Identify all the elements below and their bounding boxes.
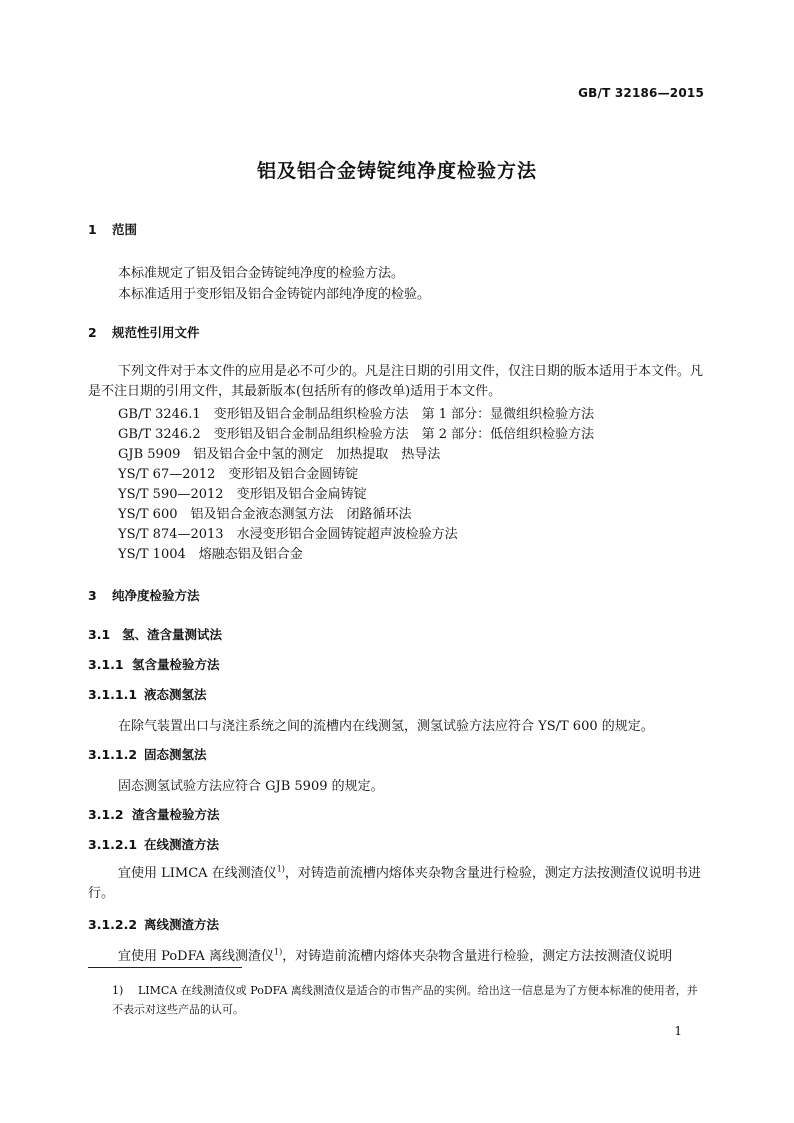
section-number: 3.1.2.1 [88,837,138,852]
reference-item: YS/T 600 铝及铝合金液态测氢方法 闭路循环法 [118,507,412,522]
scope-paragraph-2: 本标准适用于变形铝及铝合金铸锭内部纯净度的检验。 [118,287,431,302]
section-1-heading [88,220,137,238]
section-title: 氢含量检验方法 [132,657,220,672]
section-3-1-1-2-heading [88,745,207,763]
section-title: 范围 [112,222,138,237]
reference-item: YS/T 1004 熔融态铝及铝合金 [118,547,303,562]
section-number: 3.1.2 [88,807,124,822]
section-title: 纯净度检验方法 [112,588,200,603]
offline-slag-text-part-1: 宜使用 PoDFA 离线测渣仪 [118,949,275,964]
section-title: 液态测氢法 [144,687,207,702]
section-title: 在线测渣方法 [144,837,220,852]
reference-item: GB/T 3246.1 变形铝及铝合金制品组织检验方法 第 1 部分：显微组织检验方法 [118,407,595,422]
reference-item: GJB 5909 铝及铝合金中氢的测定 加热提取 热导法 [118,447,441,462]
reference-item: YS/T 590—2012 变形铝及铝合金扁铸锭 [118,487,367,502]
offline-slag-test-text [118,945,672,964]
solid-hydrogen-test-text: 固态测氢试验方法应符合 GJB 5909 的规定。 [118,779,384,794]
offline-slag-text-part-2: ，对铸造前流槽内熔体夹杂物含量进行检验，测定方法按测渣仪说明 [282,949,673,964]
reference-item: GB/T 3246.2 变形铝及铝合金制品组织检验方法 第 2 部分：低倍组织检验方法 [118,427,595,442]
section-2-heading [88,323,200,341]
section-3-heading [88,586,200,604]
online-slag-text-part-1: 宜使用 LIMCA 在线测渣仪 [118,866,277,881]
section-title: 离线测渣方法 [144,917,220,932]
section-title: 渣含量检验方法 [132,807,220,822]
section-title: 规范性引用文件 [112,325,200,340]
online-slag-text-part-2: ，对铸造前流槽内熔体夹杂物含量进行检验，测定方法按测渣仪说明书进行。 [88,866,701,901]
section-number: 2 [88,325,97,340]
document-title: 铝及铝合金铸锭纯净度检验方法 [256,160,537,182]
reference-item: YS/T 67—2012 变形铝及铝合金圆铸锭 [118,467,359,482]
section-3-1-2-heading [88,805,220,823]
section-3-1-1-heading [88,655,220,673]
online-slag-test-text [88,864,708,904]
section-title: 氢、渣含量测试法 [122,627,223,642]
footnote-reference: 1) [276,864,285,874]
section-number: 3.1.1 [88,657,124,672]
page-number: 1 [674,1024,682,1038]
section-number: 3.1.1.1 [88,687,138,702]
scope-paragraph-1: 本标准规定了铝及铝合金铸锭纯净度的检验方法。 [118,266,405,281]
section-number: 3.1.2.2 [88,917,138,932]
footnote-text: LIMCA 在线测渣仪或 PoDFA 离线测渣仪是适合的市售产品的实例。给出这一信息是为了方便本标准的使用者，并不表示对这些产品的认可。 [112,984,698,1016]
normative-references-intro: 下列文件对于本文件的应用是必不可少的。凡是注日期的引用文件，仅注日期的版本适用于本文件。凡是不注日期的引用文件，其最新版本(包括所有的修改单)适用于本文件。 [88,364,704,399]
liquid-hydrogen-test-text: 在除气装置出口与浇注系统之间的流槽内在线测氢，测氢试验方法应符合 YS/T 600 的规定。 [118,719,654,734]
section-number: 3.1.1.2 [88,747,138,762]
footnote [112,981,708,1019]
section-3-1-2-1-heading [88,835,219,853]
section-number: 3.1 [88,627,111,642]
reference-item: YS/T 874—2013 水浸变形铝合金圆铸锭超声波检验方法 [118,527,458,542]
standard-code: GB/T 32186—2015 [578,86,704,100]
section-3-1-heading [88,625,222,643]
footnote-reference: 1) [274,947,283,957]
section-title: 固态测氢法 [144,747,207,762]
section-number: 1 [88,222,97,237]
section-number: 3 [88,588,97,603]
footnote-mark: 1) [112,984,124,997]
section-3-1-1-1-heading [88,685,207,703]
footnote-separator [88,967,242,968]
section-3-1-2-2-heading [88,915,219,933]
